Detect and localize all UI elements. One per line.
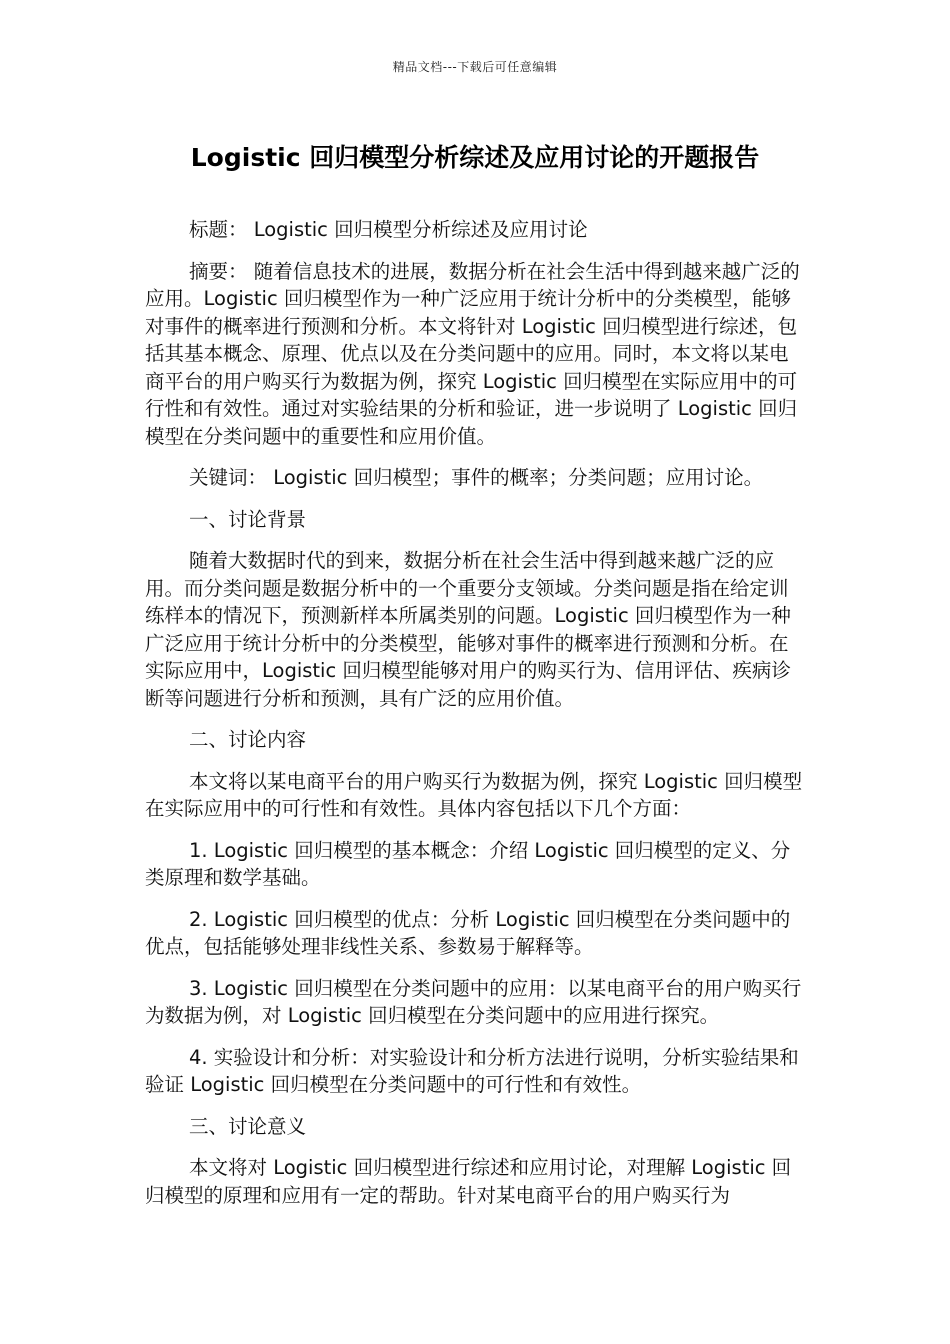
content-item-1: 1. Logistic 回归模型的基本概念：介绍 Logistic 回归模型的定义、分类原理和数学基础。 xyxy=(145,838,791,889)
content-item-2: 2. Logistic 回归模型的优点：分析 Logistic 回归模型在分类问题中的优点，包括能够处理非线性关系、参数易于解释等。 xyxy=(145,907,791,958)
content-item-3: 3. Logistic 回归模型在分类问题中的应用：以某电商平台的用户购买行为数据为例，对 Logistic 回归模型在分类问题中的应用进行探究。 xyxy=(145,976,802,1027)
section-heading-background: 一、讨论背景 xyxy=(189,507,307,531)
content-item-4: 4. 实验设计和分析：对实验设计和分析方法进行说明，分析实验结果和验证 Logistic 回归模型在分类问题中的可行性和有效性。 xyxy=(145,1045,799,1096)
title-line: 标题： Logistic 回归模型分析综述及应用讨论 xyxy=(189,218,588,241)
background-paragraph: 随着大数据时代的到来，数据分析在社会生活中得到越来越广泛的应用。而分类问题是数据分析中的一个重要分支领域。分类问题是指在给定训练样本的情况下，预测新样本所属类别的问题。Logistic 回归模型作为一种广泛应用于统计分析中的分类模型，能够对事件的概率进行预测和分析。在实际应用中，Logistic 回归模型能够对用户的购买行为、信用评估、疾病诊断等问题进行分析和预测，具有广泛的应用价值。 xyxy=(145,549,791,710)
abstract-paragraph: 摘要： 随着信息技术的进展，数据分析在社会生活中得到越来越广泛的应用。Logistic 回归模型作为一种广泛应用于统计分析中的分类模型，能够对事件的概率进行预测和分析。本文将针对 Logistic 回归模型进行综述，包括其基本概念、原理、优点以及在分类问题中的应用。同时，本文将以某电商平台的用户购买行为数据为例，探究 Logistic 回归模型在实际应用中的可行性和有效性。通过对实验结果的分析和验证，进一步说明了 Logistic 回归模型在分类问题中的重要性和应用价值。 xyxy=(145,259,800,448)
header-note: 精品文档---下载后可任意编辑 xyxy=(392,60,558,74)
keywords-line: 关键词： Logistic 回归模型；事件的概率；分类问题；应用讨论。 xyxy=(189,466,764,489)
content-intro-paragraph: 本文将以某电商平台的用户购买行为数据为例，探究 Logistic 回归模型在实际应用中的可行性和有效性。具体内容包括以下几个方面： xyxy=(145,769,803,820)
section-heading-content: 二、讨论内容 xyxy=(189,728,307,751)
section-heading-significance: 三、讨论意义 xyxy=(189,1114,307,1138)
document-body xyxy=(145,216,805,1223)
significance-paragraph: 本文将对 Logistic 回归模型进行综述和应用讨论，对理解 Logistic 回归模型的原理和应用有一定的帮助。针对某电商平台的用户购买行为 xyxy=(145,1156,792,1207)
document-title: Logistic 回归模型分析综述及应用讨论的开题报告 xyxy=(190,143,760,172)
